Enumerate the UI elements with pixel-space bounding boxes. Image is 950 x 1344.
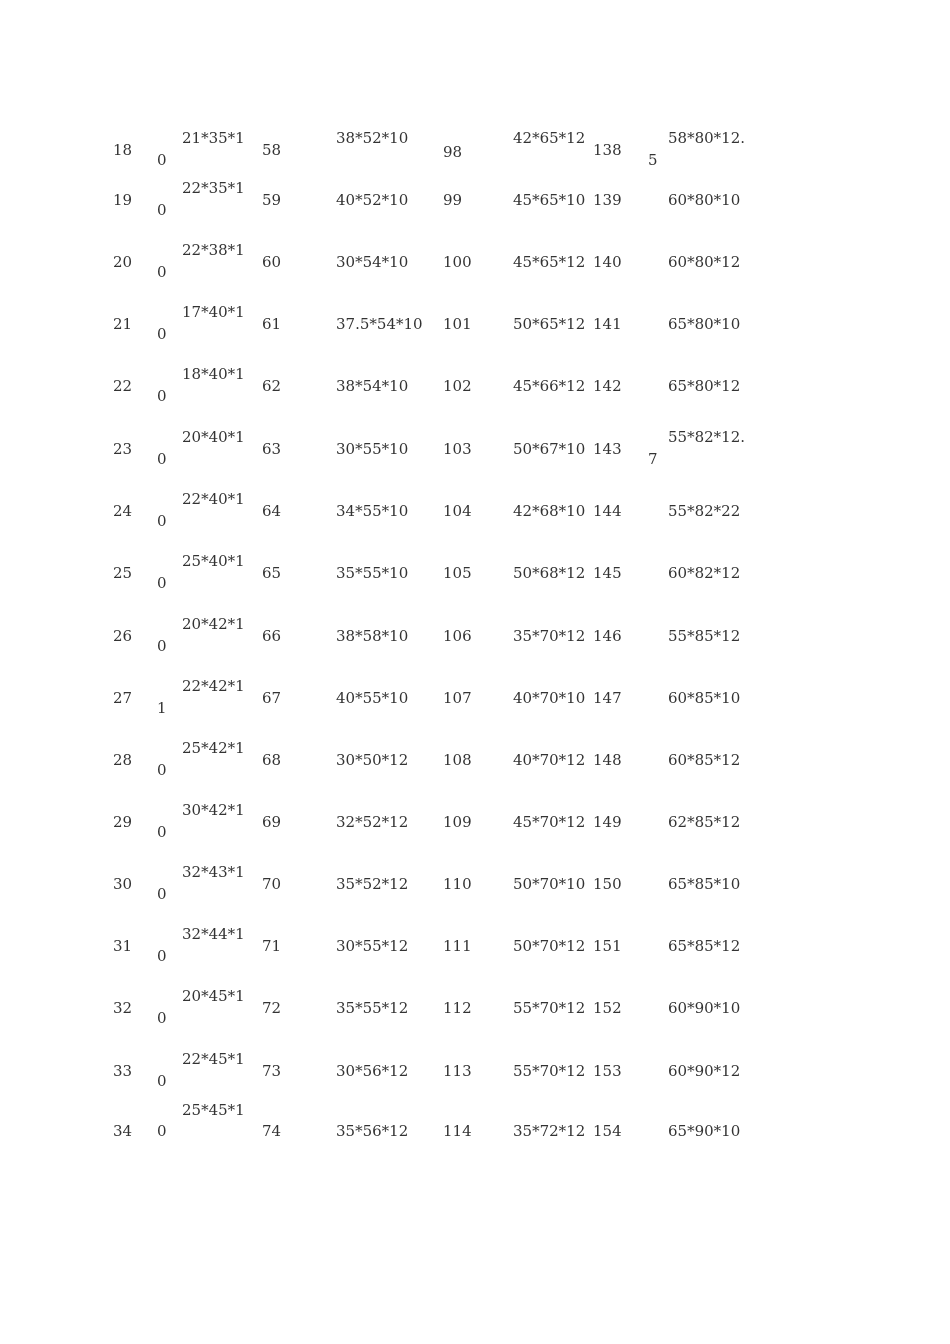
size-value: 18*40*1 bbox=[182, 365, 245, 383]
size-value: 65*85*12 bbox=[668, 937, 741, 955]
size-value: 45*66*12 bbox=[513, 377, 586, 395]
wrapped-digit: 0 bbox=[157, 512, 167, 530]
row-number: 74 bbox=[262, 1122, 282, 1140]
table-row bbox=[0, 177, 950, 229]
wrapped-digit: 0 bbox=[157, 823, 167, 841]
size-value: 30*42*1 bbox=[182, 801, 245, 819]
size-value: 22*38*1 bbox=[182, 241, 245, 259]
row-number: 102 bbox=[443, 377, 472, 395]
size-value: 65*90*10 bbox=[668, 1122, 741, 1140]
row-number: 98 bbox=[443, 143, 463, 161]
size-value: 60*82*12 bbox=[668, 564, 741, 582]
wrapped-digit: 0 bbox=[157, 574, 167, 592]
size-value: 65*85*10 bbox=[668, 875, 741, 893]
table-row bbox=[0, 613, 950, 665]
size-value: 62*85*12 bbox=[668, 813, 741, 831]
row-number: 20 bbox=[113, 253, 133, 271]
row-number: 142 bbox=[593, 377, 622, 395]
row-number: 107 bbox=[443, 689, 472, 707]
size-value: 45*65*12 bbox=[513, 253, 586, 271]
row-number: 104 bbox=[443, 502, 472, 520]
table-row bbox=[0, 488, 950, 540]
size-value: 60*80*12 bbox=[668, 253, 741, 271]
row-number: 60 bbox=[262, 253, 282, 271]
size-value: 20*45*1 bbox=[182, 987, 245, 1005]
row-number: 61 bbox=[262, 315, 282, 333]
row-number: 65 bbox=[262, 564, 282, 582]
size-value: 35*55*12 bbox=[336, 999, 409, 1017]
size-value: 55*85*12 bbox=[668, 627, 741, 645]
size-value: 30*55*12 bbox=[336, 937, 409, 955]
row-number: 58 bbox=[262, 141, 282, 159]
size-value: 25*40*1 bbox=[182, 552, 245, 570]
row-number: 154 bbox=[593, 1122, 622, 1140]
table-row bbox=[0, 301, 950, 353]
size-value: 25*42*1 bbox=[182, 739, 245, 757]
row-number: 100 bbox=[443, 253, 472, 271]
row-number: 145 bbox=[593, 564, 622, 582]
size-value: 30*56*12 bbox=[336, 1062, 409, 1080]
size-value: 50*65*12 bbox=[513, 315, 586, 333]
size-value: 60*85*12 bbox=[668, 751, 741, 769]
wrapped-digit: 0 bbox=[157, 1122, 167, 1140]
size-value: 32*52*12 bbox=[336, 813, 409, 831]
wrapped-digit: 0 bbox=[157, 387, 167, 405]
table-row bbox=[0, 239, 950, 291]
size-value: 32*43*1 bbox=[182, 863, 245, 881]
row-number: 153 bbox=[593, 1062, 622, 1080]
row-number: 32 bbox=[113, 999, 133, 1017]
table-row bbox=[0, 426, 950, 478]
row-number: 112 bbox=[443, 999, 472, 1017]
wrapped-digit: 0 bbox=[157, 761, 167, 779]
row-number: 108 bbox=[443, 751, 472, 769]
row-number: 139 bbox=[593, 191, 622, 209]
size-value: 40*70*12 bbox=[513, 751, 586, 769]
table-row bbox=[0, 737, 950, 789]
size-value: 30*54*10 bbox=[336, 253, 409, 271]
size-value: 60*80*10 bbox=[668, 191, 741, 209]
row-number: 149 bbox=[593, 813, 622, 831]
size-value: 55*70*12 bbox=[513, 1062, 586, 1080]
row-number: 113 bbox=[443, 1062, 472, 1080]
row-number: 146 bbox=[593, 627, 622, 645]
table-row bbox=[0, 799, 950, 851]
size-value: 35*56*12 bbox=[336, 1122, 409, 1140]
row-number: 27 bbox=[113, 689, 133, 707]
row-number: 18 bbox=[113, 141, 133, 159]
row-number: 72 bbox=[262, 999, 282, 1017]
row-number: 25 bbox=[113, 564, 133, 582]
wrapped-digit: 0 bbox=[157, 263, 167, 281]
wrapped-digit: 0 bbox=[157, 151, 167, 169]
wrapped-digit: 1 bbox=[157, 699, 167, 717]
row-number: 64 bbox=[262, 502, 282, 520]
row-number: 99 bbox=[443, 191, 463, 209]
size-value: 40*52*10 bbox=[336, 191, 409, 209]
size-value: 50*68*12 bbox=[513, 564, 586, 582]
row-number: 144 bbox=[593, 502, 622, 520]
row-number: 151 bbox=[593, 937, 622, 955]
wrapped-digit: 5 bbox=[648, 151, 658, 169]
table-row bbox=[0, 127, 950, 179]
wrapped-digit: 0 bbox=[157, 325, 167, 343]
row-number: 59 bbox=[262, 191, 282, 209]
size-value: 35*52*12 bbox=[336, 875, 409, 893]
row-number: 152 bbox=[593, 999, 622, 1017]
size-value: 30*50*12 bbox=[336, 751, 409, 769]
size-value: 42*65*12 bbox=[513, 129, 586, 147]
size-value: 60*90*12 bbox=[668, 1062, 741, 1080]
size-value: 45*70*12 bbox=[513, 813, 586, 831]
size-value: 20*40*1 bbox=[182, 428, 245, 446]
size-value: 58*80*12. bbox=[668, 129, 746, 147]
row-number: 21 bbox=[113, 315, 133, 333]
size-value: 55*82*22 bbox=[668, 502, 741, 520]
row-number: 114 bbox=[443, 1122, 472, 1140]
size-value: 65*80*10 bbox=[668, 315, 741, 333]
size-value: 32*44*1 bbox=[182, 925, 245, 943]
size-value: 30*55*10 bbox=[336, 440, 409, 458]
row-number: 106 bbox=[443, 627, 472, 645]
size-value: 35*55*10 bbox=[336, 564, 409, 582]
row-number: 147 bbox=[593, 689, 622, 707]
row-number: 110 bbox=[443, 875, 472, 893]
size-value: 50*70*10 bbox=[513, 875, 586, 893]
size-value: 50*70*12 bbox=[513, 937, 586, 955]
size-value: 42*68*10 bbox=[513, 502, 586, 520]
table-row bbox=[0, 550, 950, 602]
row-number: 34 bbox=[113, 1122, 133, 1140]
size-value: 38*54*10 bbox=[336, 377, 409, 395]
size-value: 50*67*10 bbox=[513, 440, 586, 458]
wrapped-digit: 0 bbox=[157, 1009, 167, 1027]
size-value: 20*42*1 bbox=[182, 615, 245, 633]
size-value: 60*90*10 bbox=[668, 999, 741, 1017]
wrapped-digit: 0 bbox=[157, 947, 167, 965]
row-number: 22 bbox=[113, 377, 133, 395]
wrapped-digit: 7 bbox=[648, 450, 658, 468]
size-value: 22*45*1 bbox=[182, 1050, 245, 1068]
size-value: 22*42*1 bbox=[182, 677, 245, 695]
row-number: 73 bbox=[262, 1062, 282, 1080]
row-number: 143 bbox=[593, 440, 622, 458]
row-number: 66 bbox=[262, 627, 282, 645]
row-number: 71 bbox=[262, 937, 282, 955]
size-value: 35*72*12 bbox=[513, 1122, 586, 1140]
row-number: 31 bbox=[113, 937, 133, 955]
size-value: 34*55*10 bbox=[336, 502, 409, 520]
table-row bbox=[0, 1048, 950, 1100]
wrapped-digit: 0 bbox=[157, 1072, 167, 1090]
wrapped-digit: 0 bbox=[157, 885, 167, 903]
wrapped-digit: 0 bbox=[157, 201, 167, 219]
size-value: 60*85*10 bbox=[668, 689, 741, 707]
size-value: 45*65*10 bbox=[513, 191, 586, 209]
size-value: 38*58*10 bbox=[336, 627, 409, 645]
size-value: 40*70*10 bbox=[513, 689, 586, 707]
row-number: 69 bbox=[262, 813, 282, 831]
row-number: 103 bbox=[443, 440, 472, 458]
size-value: 38*52*10 bbox=[336, 129, 409, 147]
table-row bbox=[0, 675, 950, 727]
row-number: 28 bbox=[113, 751, 133, 769]
size-value: 35*70*12 bbox=[513, 627, 586, 645]
size-value: 25*45*1 bbox=[182, 1101, 245, 1119]
size-value: 22*40*1 bbox=[182, 490, 245, 508]
row-number: 63 bbox=[262, 440, 282, 458]
size-value: 37.5*54*10 bbox=[336, 315, 423, 333]
size-value: 21*35*1 bbox=[182, 129, 245, 147]
row-number: 33 bbox=[113, 1062, 133, 1080]
row-number: 140 bbox=[593, 253, 622, 271]
wrapped-digit: 0 bbox=[157, 450, 167, 468]
size-value: 22*35*1 bbox=[182, 179, 245, 197]
row-number: 68 bbox=[262, 751, 282, 769]
row-number: 101 bbox=[443, 315, 472, 333]
table-row bbox=[0, 923, 950, 975]
row-number: 138 bbox=[593, 141, 622, 159]
row-number: 24 bbox=[113, 502, 133, 520]
table-row bbox=[0, 861, 950, 913]
size-value: 17*40*1 bbox=[182, 303, 245, 321]
row-number: 23 bbox=[113, 440, 133, 458]
wrapped-digit: 0 bbox=[157, 637, 167, 655]
row-number: 141 bbox=[593, 315, 622, 333]
size-value: 55*70*12 bbox=[513, 999, 586, 1017]
size-value: 55*82*12. bbox=[668, 428, 746, 446]
row-number: 111 bbox=[443, 937, 472, 955]
table-row bbox=[0, 985, 950, 1037]
size-value: 65*80*12 bbox=[668, 377, 741, 395]
row-number: 150 bbox=[593, 875, 622, 893]
row-number: 70 bbox=[262, 875, 282, 893]
row-number: 30 bbox=[113, 875, 133, 893]
row-number: 148 bbox=[593, 751, 622, 769]
table-row bbox=[0, 363, 950, 415]
row-number: 105 bbox=[443, 564, 472, 582]
row-number: 19 bbox=[113, 191, 133, 209]
size-value: 40*55*10 bbox=[336, 689, 409, 707]
row-number: 62 bbox=[262, 377, 282, 395]
row-number: 67 bbox=[262, 689, 282, 707]
row-number: 26 bbox=[113, 627, 133, 645]
row-number: 29 bbox=[113, 813, 133, 831]
table-row bbox=[0, 1101, 950, 1160]
row-number: 109 bbox=[443, 813, 472, 831]
